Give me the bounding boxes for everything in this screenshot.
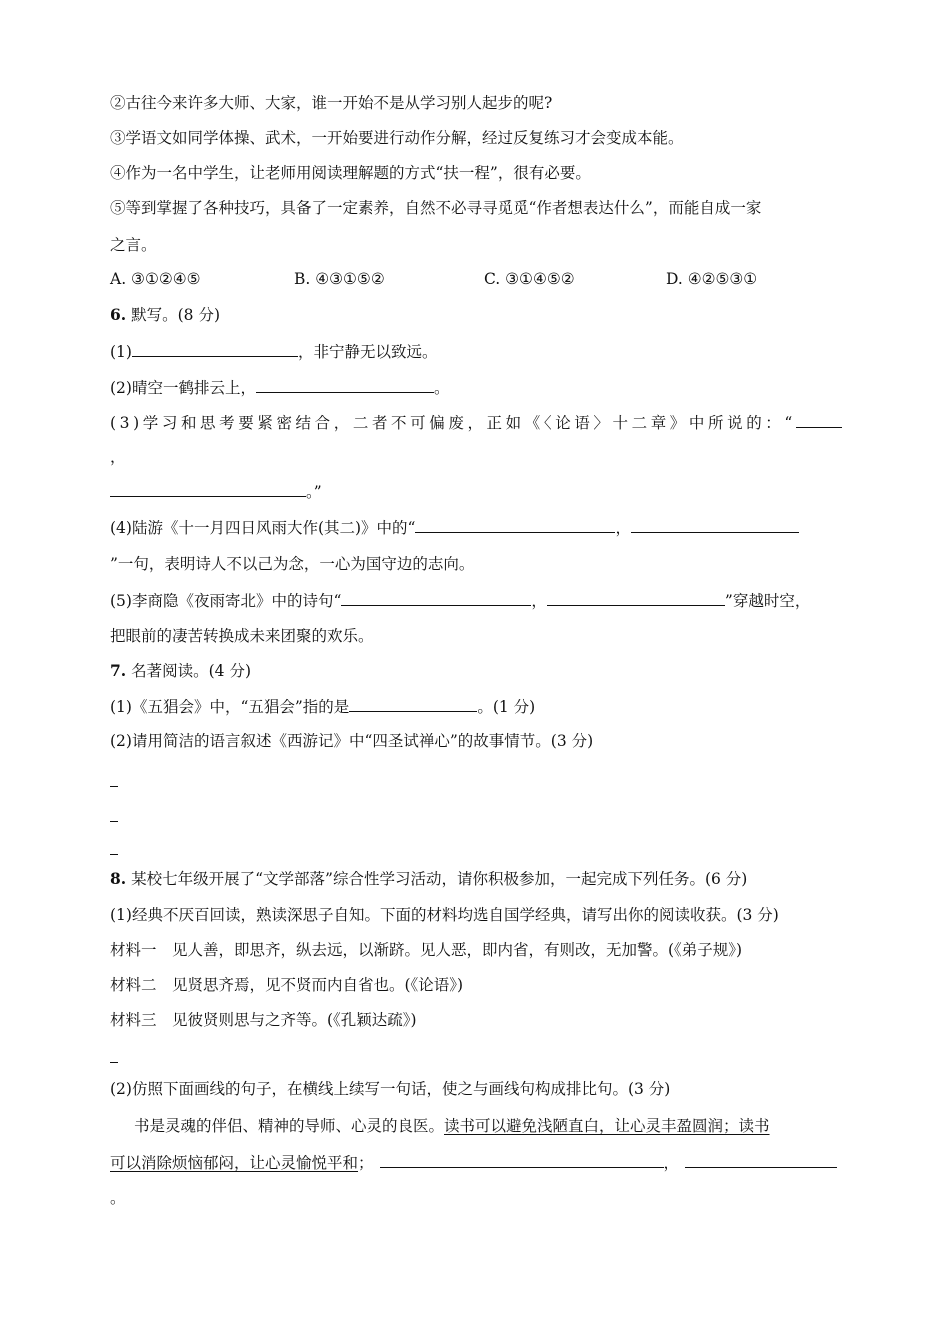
- q7-part-2: (2)请用简洁的语言叙述《西游记》中“四圣试禅心”的故事情节。(3 分): [110, 732, 594, 750]
- q7-heading: [110, 661, 251, 681]
- q6-p5-prefix: (5)李商隐《夜雨寄北》中的诗句“: [110, 592, 342, 610]
- q6-number: 6.: [110, 305, 127, 324]
- q8-material-1: 材料一 见人善，即思齐，纵去远，以渐跻。见人恶，即内省，有则改，无加警。(《弟子规》): [110, 941, 743, 959]
- q6-part-4: [110, 517, 799, 538]
- q6-p3-end: 。”: [306, 483, 322, 501]
- q8-passage-blank-2[interactable]: [685, 1152, 837, 1168]
- q6-p3-prefix: (3)学习和思考要紧密结合，二者不可偏废，正如《〈论语〉十二章》中所说的：“: [110, 414, 796, 432]
- q7-p1-blank[interactable]: [349, 696, 477, 712]
- q6-part-5-cont: 把眼前的凄苦转换成未来团聚的欢乐。: [110, 627, 374, 645]
- q5-option-d[interactable]: D. ④②⑤③①: [666, 270, 758, 288]
- q7-p1-suffix: 。(1 分): [477, 698, 536, 716]
- q8-passage-end: 。: [110, 1189, 126, 1207]
- q8-part-2: (2)仿照下面画线的句子，在横线上续写一句话，使之与画线句构成排比句。(3 分): [110, 1080, 671, 1098]
- q6-p5-blank-2[interactable]: [547, 590, 725, 606]
- q8-passage: [134, 1116, 770, 1136]
- q6-p5-suffix: ”穿越时空，: [724, 592, 811, 610]
- q5-sentence-4: ④作为一名中学生，让老师用阅读理解题的方式“扶一程”，很有必要。: [110, 164, 591, 182]
- q6-p2-blank[interactable]: [256, 377, 434, 393]
- q7-answer-line-3[interactable]: [110, 854, 118, 855]
- q6-p2-prefix: (2)晴空一鹤排云上，: [110, 379, 256, 397]
- q6-p4-mid: ，: [615, 519, 631, 537]
- q6-heading: [110, 305, 220, 325]
- q7-number: 7.: [110, 661, 127, 680]
- q7-p1-prefix: (1)《五猖会》中，“五猖会”指的是: [110, 698, 350, 716]
- q6-p2-suffix: 。: [433, 379, 450, 397]
- q8-number: 8.: [110, 869, 127, 888]
- q8-material-2: 材料二 见贤思齐焉，见不贤而内自省也。(《论语》): [110, 976, 464, 994]
- q8-passage-intro: 书是灵魂的伴侣、精神的导师、心灵的良医。: [134, 1117, 445, 1135]
- q6-p5-mid: ，: [531, 592, 547, 610]
- q6-p3-comma: ，: [110, 448, 126, 466]
- q6-p3-blank-2[interactable]: [110, 481, 306, 497]
- q6-part-2: [110, 377, 449, 398]
- q6-part-4-cont: ”一句，表明诗人不以己为念，一心为国守边的志向。: [110, 555, 475, 573]
- q6-p5-blank-1[interactable]: [341, 590, 531, 606]
- q8-heading: [110, 869, 747, 889]
- q5-sentence-5: ⑤等到掌握了各种技巧，具备了一定素养，自然不必寻寻觅觅“作者想表达什么”，而能自成一家: [110, 199, 762, 217]
- q5-sentence-3: ③学语文如同学体操、武术，一开始要进行动作分解，经过反复练习才会变成本能。: [110, 129, 684, 147]
- q5-option-c[interactable]: C. ③①④⑤②: [484, 270, 575, 288]
- q6-p1-prefix: (1): [110, 343, 132, 361]
- q5-sentence-2: ②古往今来许多大师、大家，谁一开始不是从学习别人起步的呢?: [110, 94, 553, 112]
- q6-p4-prefix: (4)陆游《十一月四日风雨大作(其二)》中的“: [110, 519, 416, 537]
- q7-title: 名著阅读。(4 分): [126, 662, 251, 680]
- q8-underlined-sentence-2: 可以消除烦恼郁闷，让心灵愉悦平和: [110, 1154, 359, 1172]
- q6-part-5: [110, 590, 810, 611]
- q6-part-3: [110, 412, 842, 433]
- q6-p3-blank-1[interactable]: [796, 412, 842, 428]
- q5-sentence-5-cont: 之言。: [110, 236, 157, 254]
- q8-passage-comma: ，: [663, 1154, 680, 1172]
- q6-title: 默写。(8 分): [126, 306, 220, 324]
- q8-passage-semicolon: ；: [358, 1154, 374, 1172]
- q8-passage-cont: [110, 1152, 837, 1173]
- q6-p1-suffix: ，非宁静无以致远。: [297, 343, 438, 361]
- q8-underlined-sentence-1: 读书可以避免浅陋直白，让心灵丰盈圆润；读书: [444, 1117, 770, 1135]
- q6-part-1: [110, 341, 437, 362]
- q6-p1-blank[interactable]: [132, 341, 298, 357]
- q7-answer-line-2[interactable]: [110, 821, 118, 822]
- q8-passage-blank-1[interactable]: [380, 1152, 664, 1168]
- q8-material-3: 材料三 见彼贤则思与之齐等。(《孔颖达疏》): [110, 1011, 417, 1029]
- q6-p4-blank-1[interactable]: [415, 517, 615, 533]
- q7-part-1: [110, 696, 535, 717]
- q8-title: 某校七年级开展了“文学部落”综合性学习活动，请你积极参加，一起完成下列任务。(6 分): [126, 870, 748, 888]
- q5-option-a[interactable]: A. ③①②④⑤: [110, 270, 201, 288]
- q8-answer-line[interactable]: [110, 1062, 118, 1063]
- q5-option-b[interactable]: B. ④③①⑤②: [294, 270, 385, 288]
- q7-answer-line-1[interactable]: [110, 786, 118, 787]
- q6-part-3-cont: [110, 481, 322, 502]
- q6-p4-blank-2[interactable]: [631, 517, 799, 533]
- q8-part-1: (1)经典不厌百回读，熟读深思子自知。下面的材料均选自国学经典，请写出你的阅读收获。(3 分): [110, 906, 779, 924]
